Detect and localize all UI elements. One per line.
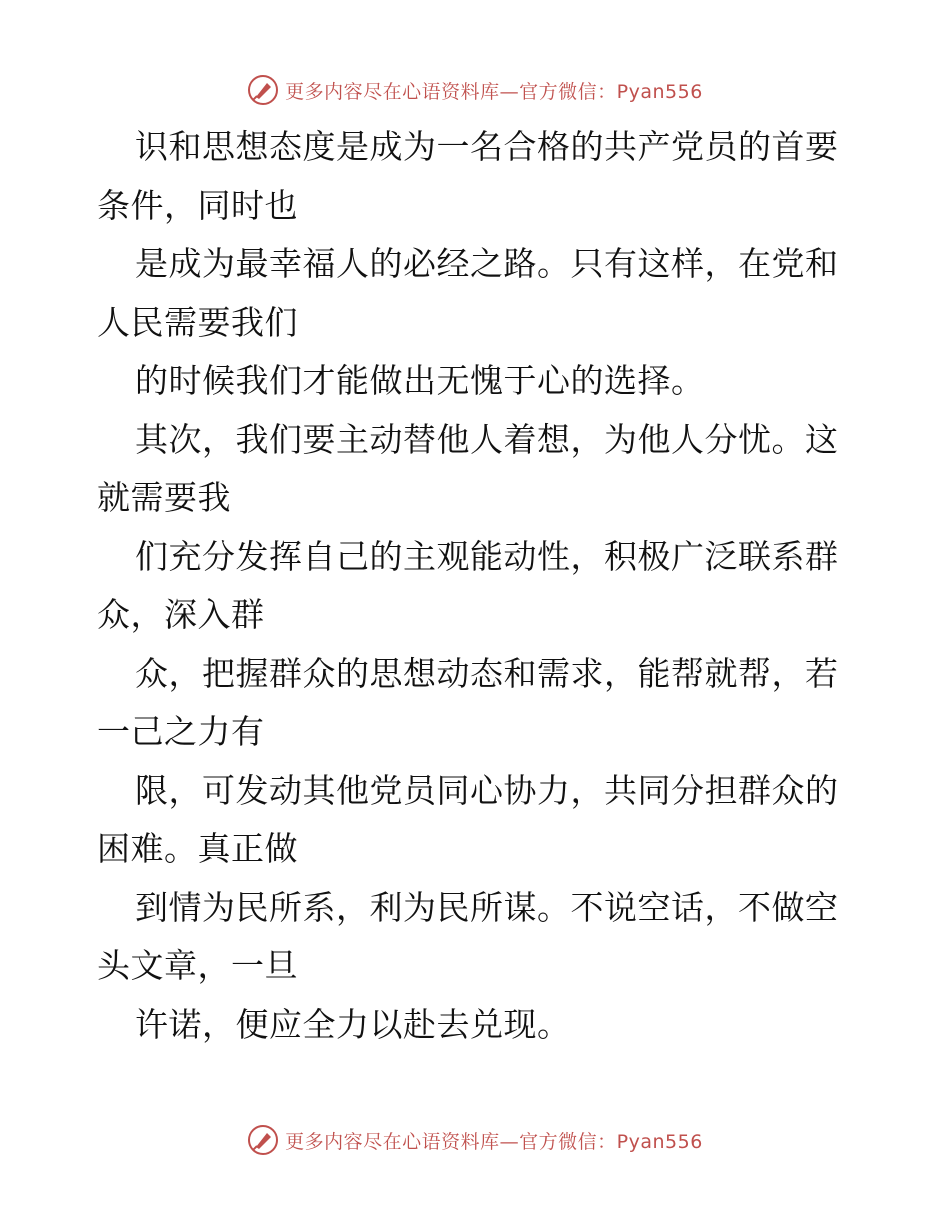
- header-wechat: 官方微信：Pyan556: [519, 80, 703, 103]
- text-line: 其次，我们要主动替他人着想，为他人分忧。这: [135, 419, 839, 459]
- text-line: 众，把握群众的思想动态和需求，能帮就帮，若: [135, 653, 839, 693]
- footer-banner: [0, 1120, 950, 1160]
- header-separator: —: [499, 80, 520, 103]
- text-line: 是成为最幸福人的必经之路。只有这样，在党和: [135, 244, 839, 283]
- footer-separator: —: [499, 1130, 520, 1153]
- pen-nib-logo-icon: [247, 74, 279, 106]
- text-line: 一己之力有: [97, 712, 265, 751]
- text-line: 头文章，一旦: [97, 946, 298, 985]
- footer-banner-text: [285, 1127, 703, 1154]
- text-line: 的时候我们才能做出无愧于心的选择。: [135, 361, 705, 400]
- pen-nib-logo-icon: [247, 1124, 279, 1156]
- footer-wechat: 官方微信：Pyan556: [519, 1130, 703, 1153]
- header-brand: 更多内容尽在心语资料库: [285, 80, 500, 103]
- text-line: 到情为民所系，利为民所谋。不说空话，不做空: [135, 887, 839, 927]
- text-line: 识和思想态度是成为一名合格的共产党员的首要: [135, 127, 839, 166]
- text-line: 许诺，便应全力以赴去兑现。: [135, 1004, 571, 1044]
- text-line: 人民需要我们: [97, 302, 298, 342]
- text-line: 困难。真正做: [97, 829, 298, 868]
- header-banner: [0, 70, 950, 110]
- footer-brand: 更多内容尽在心语资料库: [285, 1130, 500, 1153]
- text-line: 就需要我: [97, 478, 231, 517]
- text-line: 众，深入群: [97, 595, 265, 634]
- header-banner-text: [285, 77, 703, 104]
- document-body: [97, 118, 857, 1054]
- text-line: 条件，同时也: [97, 185, 298, 225]
- text-line: 限，可发动其他党员同心协力，共同分担群众的: [135, 770, 839, 810]
- text-line: 们充分发挥自己的主观能动性，积极广泛联系群: [135, 536, 839, 576]
